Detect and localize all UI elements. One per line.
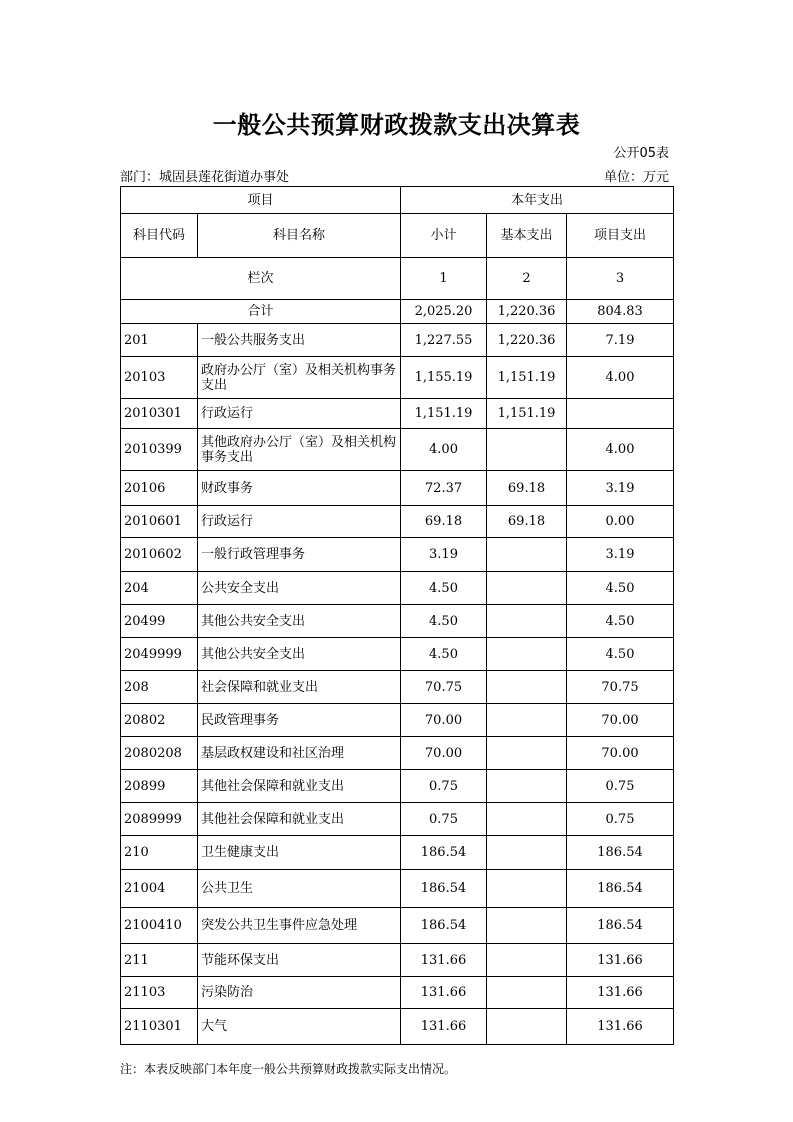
row-project: 131.66 bbox=[567, 977, 674, 1009]
table-row bbox=[121, 471, 674, 506]
row-subtotal: 131.66 bbox=[401, 944, 487, 977]
row-subtotal: 1,227.55 bbox=[401, 324, 487, 357]
row-project: 70.00 bbox=[567, 737, 674, 770]
table-row bbox=[121, 977, 674, 1009]
total-subtotal: 2,025.20 bbox=[401, 300, 487, 324]
row-basic bbox=[487, 803, 567, 836]
row-name: 行政运行 bbox=[198, 399, 401, 429]
row-name: 卫生健康支出 bbox=[198, 836, 401, 870]
row-subtotal: 1,155.19 bbox=[401, 357, 487, 399]
header-project: 项目支出 bbox=[567, 214, 674, 258]
row-project: 0.75 bbox=[567, 770, 674, 803]
row-basic: 69.18 bbox=[487, 471, 567, 506]
row-code: 2010601 bbox=[121, 506, 198, 538]
row-code: 2100410 bbox=[121, 908, 198, 944]
row-basic bbox=[487, 836, 567, 870]
row-subtotal: 70.75 bbox=[401, 671, 487, 704]
row-subtotal: 69.18 bbox=[401, 506, 487, 538]
row-name: 其他公共安全支出 bbox=[198, 605, 401, 638]
row-code: 20899 bbox=[121, 770, 198, 803]
table-row bbox=[121, 429, 674, 471]
row-project: 186.54 bbox=[567, 836, 674, 870]
row-project: 4.50 bbox=[567, 605, 674, 638]
row-name: 民政管理事务 bbox=[198, 704, 401, 737]
row-basic bbox=[487, 770, 567, 803]
row-name: 其他公共安全支出 bbox=[198, 638, 401, 671]
row-subtotal: 0.75 bbox=[401, 803, 487, 836]
row-basic bbox=[487, 671, 567, 704]
column-number-3: 3 bbox=[567, 258, 674, 300]
table-row bbox=[121, 538, 674, 572]
total-basic: 1,220.36 bbox=[487, 300, 567, 324]
row-code: 201 bbox=[121, 324, 198, 357]
table-row bbox=[121, 803, 674, 836]
column-number-2: 2 bbox=[487, 258, 567, 300]
row-code: 21004 bbox=[121, 870, 198, 908]
row-code: 2110301 bbox=[121, 1009, 198, 1045]
page-title: 一般公共预算财政拨款支出决算表 bbox=[212, 111, 581, 139]
table-row bbox=[121, 638, 674, 671]
row-name: 其他政府办公厅（室）及相关机构事务支出 bbox=[198, 429, 401, 471]
total-project: 804.83 bbox=[567, 300, 674, 324]
row-basic bbox=[487, 638, 567, 671]
table-row bbox=[121, 770, 674, 803]
row-name: 其他社会保障和就业支出 bbox=[198, 770, 401, 803]
header-row-1 bbox=[121, 187, 674, 214]
row-project: 70.00 bbox=[567, 704, 674, 737]
header-name: 科目名称 bbox=[198, 214, 401, 258]
row-project: 4.50 bbox=[567, 572, 674, 605]
row-project: 186.54 bbox=[567, 908, 674, 944]
row-subtotal: 3.19 bbox=[401, 538, 487, 572]
row-name: 大气 bbox=[198, 1009, 401, 1045]
row-subtotal: 4.50 bbox=[401, 572, 487, 605]
form-number: 公开05表 bbox=[613, 146, 669, 161]
unit-label: 单位：万元 bbox=[603, 170, 669, 185]
row-basic bbox=[487, 944, 567, 977]
table-row bbox=[121, 737, 674, 770]
row-code: 204 bbox=[121, 572, 198, 605]
row-basic: 1,151.19 bbox=[487, 357, 567, 399]
table-row bbox=[121, 836, 674, 870]
row-project: 4.00 bbox=[567, 429, 674, 471]
row-code: 2010602 bbox=[121, 538, 198, 572]
row-name: 社会保障和就业支出 bbox=[198, 671, 401, 704]
row-project: 3.19 bbox=[567, 538, 674, 572]
row-name: 节能环保支出 bbox=[198, 944, 401, 977]
table-row bbox=[121, 908, 674, 944]
row-basic bbox=[487, 538, 567, 572]
row-code: 208 bbox=[121, 671, 198, 704]
table-row bbox=[121, 944, 674, 977]
header-current-year: 本年支出 bbox=[401, 187, 674, 214]
table-row bbox=[121, 605, 674, 638]
row-name: 公共安全支出 bbox=[198, 572, 401, 605]
row-name: 其他社会保障和就业支出 bbox=[198, 803, 401, 836]
row-subtotal: 0.75 bbox=[401, 770, 487, 803]
row-basic bbox=[487, 908, 567, 944]
total-label: 合计 bbox=[121, 300, 401, 324]
row-code: 2010399 bbox=[121, 429, 198, 471]
header-item: 项目 bbox=[121, 187, 401, 214]
row-basic bbox=[487, 1009, 567, 1045]
row-code: 21103 bbox=[121, 977, 198, 1009]
row-basic bbox=[487, 429, 567, 471]
column-number-label: 栏次 bbox=[121, 258, 401, 300]
row-name: 公共卫生 bbox=[198, 870, 401, 908]
row-subtotal: 70.00 bbox=[401, 704, 487, 737]
row-project: 4.00 bbox=[567, 357, 674, 399]
row-name: 行政运行 bbox=[198, 506, 401, 538]
row-code: 20802 bbox=[121, 704, 198, 737]
row-project: 131.66 bbox=[567, 944, 674, 977]
table-row bbox=[121, 506, 674, 538]
table-row bbox=[121, 870, 674, 908]
row-subtotal: 1,151.19 bbox=[401, 399, 487, 429]
row-basic: 69.18 bbox=[487, 506, 567, 538]
row-code: 2049999 bbox=[121, 638, 198, 671]
row-code: 20499 bbox=[121, 605, 198, 638]
row-basic bbox=[487, 704, 567, 737]
row-basic bbox=[487, 572, 567, 605]
table-row bbox=[121, 324, 674, 357]
row-name: 财政事务 bbox=[198, 471, 401, 506]
row-project: 0.00 bbox=[567, 506, 674, 538]
column-number-row bbox=[121, 258, 674, 300]
table-row bbox=[121, 704, 674, 737]
row-name: 突发公共卫生事件应急处理 bbox=[198, 908, 401, 944]
row-subtotal: 72.37 bbox=[401, 471, 487, 506]
row-basic bbox=[487, 737, 567, 770]
row-name: 污染防治 bbox=[198, 977, 401, 1009]
table-row bbox=[121, 671, 674, 704]
department-label: 部门：城固县莲花街道办事处 bbox=[120, 170, 290, 185]
row-basic bbox=[487, 977, 567, 1009]
row-subtotal: 186.54 bbox=[401, 836, 487, 870]
row-subtotal: 131.66 bbox=[401, 977, 487, 1009]
row-name: 政府办公厅（室）及相关机构事务支出 bbox=[198, 357, 401, 399]
row-subtotal: 70.00 bbox=[401, 737, 487, 770]
row-subtotal: 186.54 bbox=[401, 870, 487, 908]
row-code: 20106 bbox=[121, 471, 198, 506]
row-project: 4.50 bbox=[567, 638, 674, 671]
row-code: 210 bbox=[121, 836, 198, 870]
row-code: 20103 bbox=[121, 357, 198, 399]
row-code: 211 bbox=[121, 944, 198, 977]
row-subtotal: 4.50 bbox=[401, 638, 487, 671]
table-row bbox=[121, 572, 674, 605]
row-project: 131.66 bbox=[567, 1009, 674, 1045]
table-row bbox=[121, 1009, 674, 1045]
row-project: 0.75 bbox=[567, 803, 674, 836]
total-row bbox=[121, 300, 674, 324]
row-basic: 1,220.36 bbox=[487, 324, 567, 357]
header-basic: 基本支出 bbox=[487, 214, 567, 258]
row-name: 基层政权建设和社区治理 bbox=[198, 737, 401, 770]
row-subtotal: 4.00 bbox=[401, 429, 487, 471]
header-code: 科目代码 bbox=[121, 214, 198, 258]
row-project: 7.19 bbox=[567, 324, 674, 357]
header-subtotal: 小计 bbox=[401, 214, 487, 258]
footnote: 注：本表反映部门本年度一般公共预算财政拨款实际支出情况。 bbox=[120, 1062, 457, 1076]
expenditure-table bbox=[120, 186, 674, 1045]
table-row bbox=[121, 357, 674, 399]
row-project: 3.19 bbox=[567, 471, 674, 506]
table-row bbox=[121, 399, 674, 429]
row-subtotal: 131.66 bbox=[401, 1009, 487, 1045]
row-subtotal: 4.50 bbox=[401, 605, 487, 638]
row-project bbox=[567, 399, 674, 429]
row-basic: 1,151.19 bbox=[487, 399, 567, 429]
row-name: 一般行政管理事务 bbox=[198, 538, 401, 572]
row-project: 70.75 bbox=[567, 671, 674, 704]
row-code: 2089999 bbox=[121, 803, 198, 836]
row-code: 2080208 bbox=[121, 737, 198, 770]
row-basic bbox=[487, 605, 567, 638]
header-row-2 bbox=[121, 214, 674, 258]
row-subtotal: 186.54 bbox=[401, 908, 487, 944]
row-project: 186.54 bbox=[567, 870, 674, 908]
row-code: 2010301 bbox=[121, 399, 198, 429]
column-number-1: 1 bbox=[401, 258, 487, 300]
row-basic bbox=[487, 870, 567, 908]
row-name: 一般公共服务支出 bbox=[198, 324, 401, 357]
